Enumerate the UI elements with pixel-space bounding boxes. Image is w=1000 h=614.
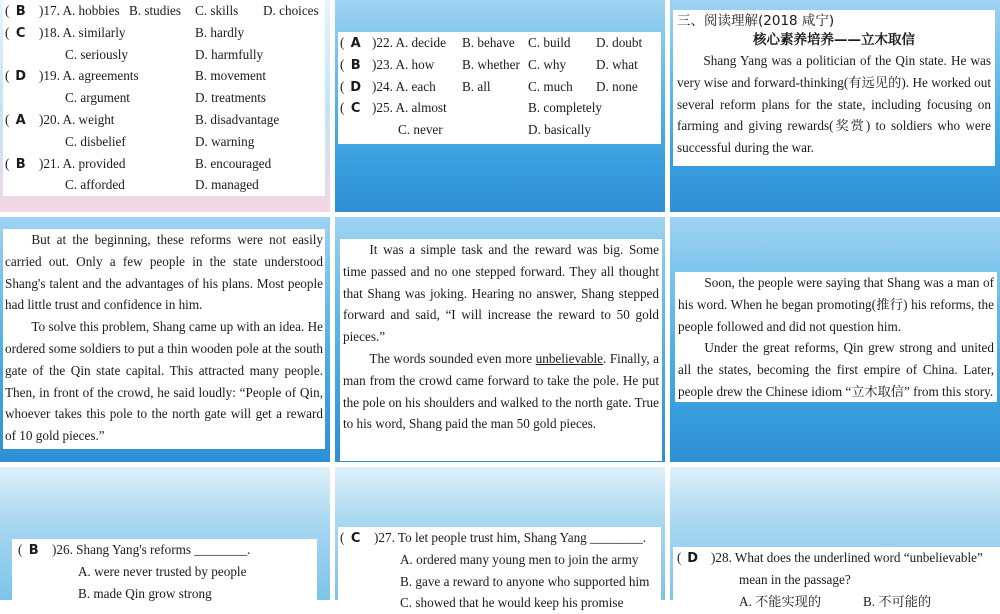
q20-option-a: )20. A. weight xyxy=(39,111,115,127)
q18-option-c: C. seriously xyxy=(65,46,129,62)
answer-23: B xyxy=(350,57,361,73)
q17-option-c: C. skills xyxy=(195,3,239,18)
q27-stem: )27. To let people trust him, Shang Yang ________. xyxy=(374,530,647,545)
q20-option-c: C. disbelief xyxy=(65,133,126,149)
answer-27: C xyxy=(350,531,361,546)
question-card-26 xyxy=(12,539,317,600)
q18-option-b: B. hardly xyxy=(195,24,245,40)
answer-17: B xyxy=(15,4,26,19)
question-24: ( D )24. A. each B. all C. much D. none xyxy=(338,76,661,98)
q23-option-b: B. whether xyxy=(462,56,520,72)
q26-stem: )26. Shang Yang's reforms ________. xyxy=(52,542,251,557)
q21-option-b: B. encouraged xyxy=(195,155,272,171)
q21-option-d: D. managed xyxy=(195,177,259,193)
q20-option-b: B. disadvantage xyxy=(195,111,280,127)
q19-option-a: )19. A. agreements xyxy=(39,68,139,84)
question-18-cont xyxy=(3,44,325,66)
p5-text-end: . Finally, a man from the crowd came forward to take the pole. He put the pole on his shoulders and walked to the north gate. True to his word, Shang paid the man 50 gold pieces. xyxy=(343,350,659,432)
question-27: ( C )27. To let people trust him, Shang Yang ________. xyxy=(338,527,661,549)
q28-stem-2: mean in the passage? xyxy=(739,571,851,587)
q24-option-c: C. much xyxy=(528,78,573,94)
slide-4 xyxy=(0,217,330,462)
answer-28: D xyxy=(687,551,699,566)
slide-3 xyxy=(670,0,1000,212)
q22-option-c: C. build xyxy=(528,35,571,50)
answer-26: B xyxy=(28,543,39,558)
passage-paragraph-6: Soon, the people were saying that Shang was a man of his word. When he began promoting(推行) his reforms, the people followed and did not question him. xyxy=(678,275,994,334)
slide-2 xyxy=(335,0,665,212)
q19-option-c: C. argument xyxy=(65,90,130,106)
slide-5 xyxy=(335,217,665,462)
q27-option-b: B. gave a reward to anyone who supported him xyxy=(400,573,650,589)
q28-stem: )28. What does the underlined word “unbelievable” xyxy=(711,550,983,565)
passage-paragraph-1: Shang Yang was a politician of the Qin state. He was very wise and forward-thinking(有远见的). He worked out several reform plans for the state, including focusing on farming and giving rewards(奖赏) to soldiers who were successful during the war. xyxy=(677,53,991,156)
q25-option-d: D. basically xyxy=(528,122,591,138)
question-19-cont xyxy=(3,87,325,109)
answer-19: D xyxy=(15,69,27,85)
p5-text-start: The words sounded even more xyxy=(369,350,536,366)
q26-option-a: A. were never trusted by people xyxy=(78,563,247,579)
q27-option-c-row xyxy=(338,592,661,614)
slide-8 xyxy=(335,467,665,611)
q24-option-a: )24. A. each xyxy=(372,78,436,94)
q27-option-a-row xyxy=(338,549,661,571)
question-22: ( A )22. A. decide B. behave C. build D. doubt xyxy=(338,32,661,54)
question-21-cont xyxy=(3,174,325,196)
question-18: ( C )18. A. similarly B. hardly xyxy=(3,22,325,44)
q19-option-b: B. movement xyxy=(195,68,267,84)
question-26: ( B )26. Shang Yang's reforms ________. xyxy=(12,539,317,561)
q17-option-b: B. studies xyxy=(129,3,182,18)
answer-22: A xyxy=(350,36,361,51)
question-19: ( D )19. A. agreements B. movement xyxy=(3,65,325,87)
answer-24: D xyxy=(350,79,362,95)
passage-paragraph-4: It was a simple task and the reward was big. Some time passed and no one stepped forward. They all thought that Shang was joking. Hearing no answer, Shang stepped forward and said, “I will increase the reward to 50 gold pieces.” xyxy=(343,242,659,345)
answer-18: C xyxy=(15,25,26,41)
q26-option-a-row xyxy=(12,561,317,583)
q18-option-d: D. harmfully xyxy=(195,46,264,62)
slide-9 xyxy=(670,467,1000,609)
q22-option-a: )22. A. decide xyxy=(372,35,446,50)
q25-option-a: )25. A. almost xyxy=(372,100,447,116)
question-20-cont xyxy=(3,131,325,153)
q23-option-d: D. what xyxy=(596,56,638,72)
passage-paragraph-2: But at the beginning, these reforms were not easily carried out. Only a few people in the state understood Shang's talent and the advantages of his plans. Most people had little trust and confidence in him. xyxy=(5,232,323,313)
q24-option-d: D. none xyxy=(596,78,638,94)
answer-20: A xyxy=(15,112,26,128)
q27-option-a: A. ordered many young men to join the army xyxy=(400,551,639,567)
q17-option-d: D. choices xyxy=(263,3,319,18)
slide-7 xyxy=(0,467,330,600)
q22-option-d: D. doubt xyxy=(596,35,643,50)
question-21: ( B )21. A. provided B. encouraged xyxy=(3,153,325,175)
q28-options-row xyxy=(673,591,1000,613)
slide-6 xyxy=(670,217,1000,462)
q19-option-d: D. treatments xyxy=(195,90,267,106)
q27-option-b-row xyxy=(338,571,661,593)
answer-21: B xyxy=(15,156,26,172)
q21-option-c: C. afforded xyxy=(65,177,125,193)
q23-option-c: C. why xyxy=(528,56,567,72)
options-card-17-21 xyxy=(3,0,325,196)
q25-option-b: B. completely xyxy=(528,100,602,116)
q28-stem-cont xyxy=(673,569,1000,591)
passage-card-4 xyxy=(675,272,997,402)
q21-option-a: )21. A. provided xyxy=(39,155,126,171)
passage-heading: 核心素养培养——立木取信 xyxy=(753,32,915,48)
q20-option-d: D. warning xyxy=(195,133,255,149)
question-card-28 xyxy=(673,547,1000,609)
question-card-27 xyxy=(338,527,661,611)
q17-option-a: )17. A. hobbies xyxy=(39,3,120,18)
slide-1 xyxy=(0,0,330,212)
passage-paragraph-5 xyxy=(343,348,659,435)
q26-option-b: B. made Qin grow strong xyxy=(78,585,212,601)
q28-option-a: A. 不能实现的 xyxy=(739,593,822,609)
q27-option-c: C. showed that he would keep his promise xyxy=(400,595,624,611)
question-20: ( A )20. A. weight B. disadvantage xyxy=(3,109,325,131)
question-17: ( B )17. A. hobbies B. studies C. skills D. choices xyxy=(3,0,325,22)
question-23: ( B )23. A. how B. whether C. why D. what xyxy=(338,54,661,76)
question-28: ( D )28. What does the underlined word “unbelievable” xyxy=(673,547,1000,569)
q22-option-b: B. behave xyxy=(462,35,515,50)
question-25: ( C )25. A. almost B. completely xyxy=(338,97,661,119)
q28-option-b: B. 不可能的 xyxy=(863,593,932,609)
section-title: 三、阅读理解(2018 咸宁) xyxy=(677,13,835,29)
question-25-cont xyxy=(338,119,661,141)
underlined-word: unbelievable xyxy=(535,350,604,366)
passage-paragraph-3: To solve this problem, Shang came up with an idea. He ordered some soldiers to put a thin wooden pole at the south gate of the Qin state capital. This attracted many people. Then, in front of the crowd, he said loudly: “People of Qin, whoever takes this pole to the north gate will get a reward of 10 gold pieces.” xyxy=(5,319,323,444)
q26-option-b-row xyxy=(12,583,317,605)
passage-card-intro xyxy=(673,10,995,166)
q23-option-a: )23. A. how xyxy=(372,56,435,72)
passage-paragraph-7: Under the great reforms, Qin grew strong and united all the states, becoming the first empire of China. Later, people drew the Chinese idiom “立木取信” from this story. xyxy=(678,340,994,399)
options-card-22-25 xyxy=(338,32,661,144)
q18-option-a: )18. A. similarly xyxy=(39,24,126,40)
passage-card-3 xyxy=(340,239,662,461)
q25-option-c: C. never xyxy=(398,122,443,138)
q24-option-b: B. all xyxy=(462,78,491,94)
passage-card-2 xyxy=(3,229,325,449)
answer-25: C xyxy=(350,101,361,117)
